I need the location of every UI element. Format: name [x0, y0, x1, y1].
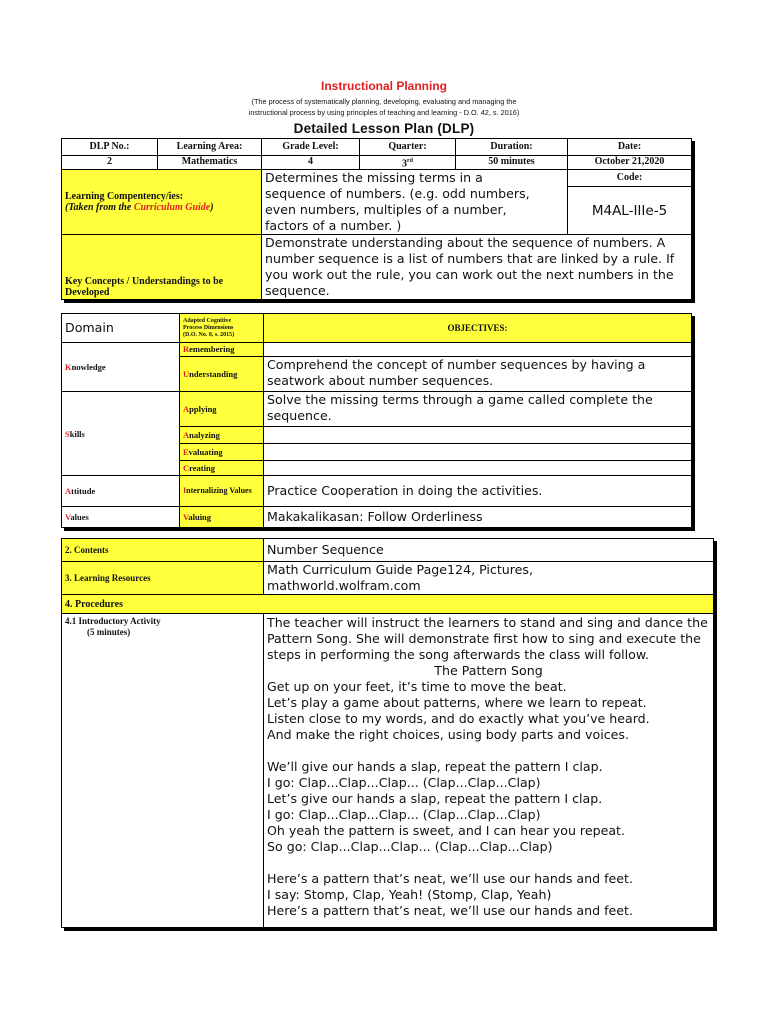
key-concepts-text: Demonstrate understanding about the sequence of numbers. A number sequence is a list of numbers that are linked by a rule. If you work out the rule, you can work out the next numbers in the sequence. — [262, 235, 692, 300]
obj-attitude: Practice Cooperation in doing the activities. — [264, 476, 692, 507]
song-line: And make the right choices, using body parts and voices. — [267, 727, 629, 742]
obj-understanding: Comprehend the concept of number sequences by having a seatwork about number sequences. — [264, 357, 692, 392]
initial: R — [183, 344, 190, 354]
label-rest: nternalizing Values — [186, 486, 252, 495]
intro-activity-content — [264, 614, 714, 928]
dim-remembering — [180, 343, 264, 357]
quarter-number: 3 — [402, 158, 407, 170]
page-subtitle — [0, 96, 768, 118]
song-title: The Pattern Song — [434, 663, 543, 678]
obj-creating — [264, 461, 692, 476]
competency-label-source — [65, 202, 258, 213]
subtitle-line: (The process of systematically planning, developing, evaluating and managing the — [251, 97, 517, 106]
dimensions-header — [180, 314, 264, 343]
area-label: Learning Area: — [158, 139, 262, 156]
initial: K — [65, 362, 72, 372]
key-concepts-label: Key Concepts / Understandings to be Developed — [62, 235, 262, 300]
competency-label — [62, 170, 262, 235]
song-line: Listen close to my words, and do exactly what you’ve heard. — [267, 711, 650, 726]
song-line: So go: Clap...Clap...Clap... (Clap...Clap...Clap) — [267, 839, 553, 854]
label-rest: nderstanding — [189, 369, 238, 379]
label-rest: aluing — [188, 512, 212, 522]
label-rest: nalyzing — [189, 430, 220, 440]
label-rest: kills — [69, 428, 85, 439]
song-line: I go: Clap...Clap...Clap... (Clap...Clap...Clap) — [267, 807, 541, 822]
intro-paragraph: The teacher will instruct the learners to stand and sing and dance the Pattern Song. She will demonstrate first how to sing and execute the steps in performing the song afterwards the class will follow. — [267, 615, 708, 662]
dlp-no-label: DLP No.: — [62, 139, 158, 156]
competency-label-line: Learning Compentency/ies: — [65, 191, 184, 203]
grade-label: Grade Level: — [262, 139, 360, 156]
initial: C — [183, 463, 190, 473]
domain-header: Domain — [62, 314, 180, 343]
intro-time: (5 minutes) — [87, 627, 131, 637]
initial: U — [183, 369, 190, 379]
song-line — [267, 855, 710, 871]
obj-analyzing — [264, 427, 692, 444]
lesson-info-table — [61, 138, 692, 300]
initial: A — [183, 430, 190, 440]
domain-values — [62, 507, 180, 528]
initial: E — [183, 447, 189, 457]
song-line: I go: Clap...Clap...Clap... (Clap...Clap...Clap) — [267, 775, 541, 790]
quarter-value — [360, 156, 456, 170]
label-rest: emembering — [189, 344, 235, 354]
song-line — [267, 743, 710, 759]
initial: I — [183, 486, 187, 495]
contents-value: Number Sequence — [264, 539, 714, 562]
grade-value: 4 — [262, 156, 360, 170]
page-title: Instructional Planning — [320, 79, 447, 93]
document-title: Detailed Lesson Plan (DLP) — [293, 121, 475, 136]
dim-applying — [180, 392, 264, 427]
song-line: Here’s a pattern that’s neat, we’ll use our hands and feet. — [267, 871, 633, 886]
domain-skills — [62, 392, 180, 476]
quarter-label: Quarter: — [360, 139, 456, 156]
resources-value: Math Curriculum Guide Page124, Pictures, mathworld.wolfram.com — [264, 562, 714, 595]
song-line: Let’s give our hands a slap, repeat the pattern I clap. — [267, 791, 603, 806]
song-line: Oh yeah the pattern is sweet, and I can hear you repeat. — [267, 823, 625, 838]
dims-line: Process Dimensions — [183, 324, 234, 331]
dim-creating — [180, 461, 264, 476]
obj-values: Makakalikasan: Follow Orderliness — [264, 507, 692, 528]
quarter-suffix: rd — [407, 158, 413, 164]
subtitle-line: instructional process by using principles of teaching and learning - D.O. 42, s. 2016) — [248, 108, 520, 117]
duration-label: Duration: — [456, 139, 568, 156]
date-value: October 21,2020 — [568, 156, 692, 170]
dims-line: Adapted Cognitive — [183, 317, 232, 324]
song-line: Get up on your feet, it’s time to move the beat. — [267, 679, 567, 694]
procedures-label: 4. Procedures — [62, 595, 714, 614]
dlp-no-value: 2 — [62, 156, 158, 170]
dim-valuing — [180, 507, 264, 528]
date-label: Date: — [568, 139, 692, 156]
area-value: Mathematics — [158, 156, 262, 170]
source-highlight: Curriculum Guide — [133, 202, 211, 214]
objectives-table — [61, 313, 692, 528]
procedures-table — [61, 538, 714, 928]
obj-applying: Solve the missing terms through a game called complete the sequence. — [264, 392, 692, 427]
duration-value: 50 minutes — [456, 156, 568, 170]
competency-text: Determines the missing terms in a sequence of numbers. (e.g. odd numbers, even numbers, multiples of a number, factors of a number. ) — [262, 170, 568, 235]
source-post: ) — [210, 202, 214, 214]
dim-analyzing — [180, 427, 264, 444]
initial: A — [65, 486, 72, 496]
label-rest: nowledge — [71, 362, 106, 372]
label-rest: ttitude — [71, 486, 96, 496]
label-rest: pplying — [189, 404, 217, 414]
initial: V — [65, 512, 71, 522]
song-line: Here’s a pattern that’s neat, we’ll use our hands and feet. — [267, 903, 633, 918]
domain-attitude — [62, 476, 180, 507]
song-line: I say: Stomp, Clap, Yeah! (Stomp, Clap, Yeah) — [267, 887, 552, 902]
initial: V — [183, 512, 189, 522]
contents-label: 2. Contents — [62, 539, 264, 562]
dim-understanding — [180, 357, 264, 392]
initial: A — [183, 404, 190, 414]
domain-knowledge — [62, 343, 180, 392]
song-line: We’ll give our hands a slap, repeat the pattern I clap. — [267, 759, 603, 774]
label-rest: reating — [189, 463, 215, 473]
intro-activity-label — [62, 614, 264, 928]
intro-label-line: 4.1 Introductory Activity — [65, 616, 161, 626]
code-label: Code: — [568, 170, 692, 187]
obj-remembering — [264, 343, 692, 357]
label-rest: valuating — [188, 447, 223, 457]
resources-label: 3. Learning Resources — [62, 562, 264, 595]
dims-line: (D.O. No. 8, s. 2015) — [183, 331, 235, 338]
initial: S — [65, 428, 70, 439]
obj-evaluating — [264, 444, 692, 461]
song-line: Let’s play a game about patterns, where we learn to repeat. — [267, 695, 647, 710]
dim-internalizing — [180, 476, 264, 507]
code-value: M4AL-IIIe-5 — [568, 187, 692, 235]
dim-evaluating — [180, 444, 264, 461]
label-rest: alues — [70, 512, 89, 522]
objectives-header: OBJECTIVES: — [264, 314, 692, 343]
source-pre: (Taken from the — [65, 202, 134, 214]
song-lyrics — [267, 679, 710, 919]
